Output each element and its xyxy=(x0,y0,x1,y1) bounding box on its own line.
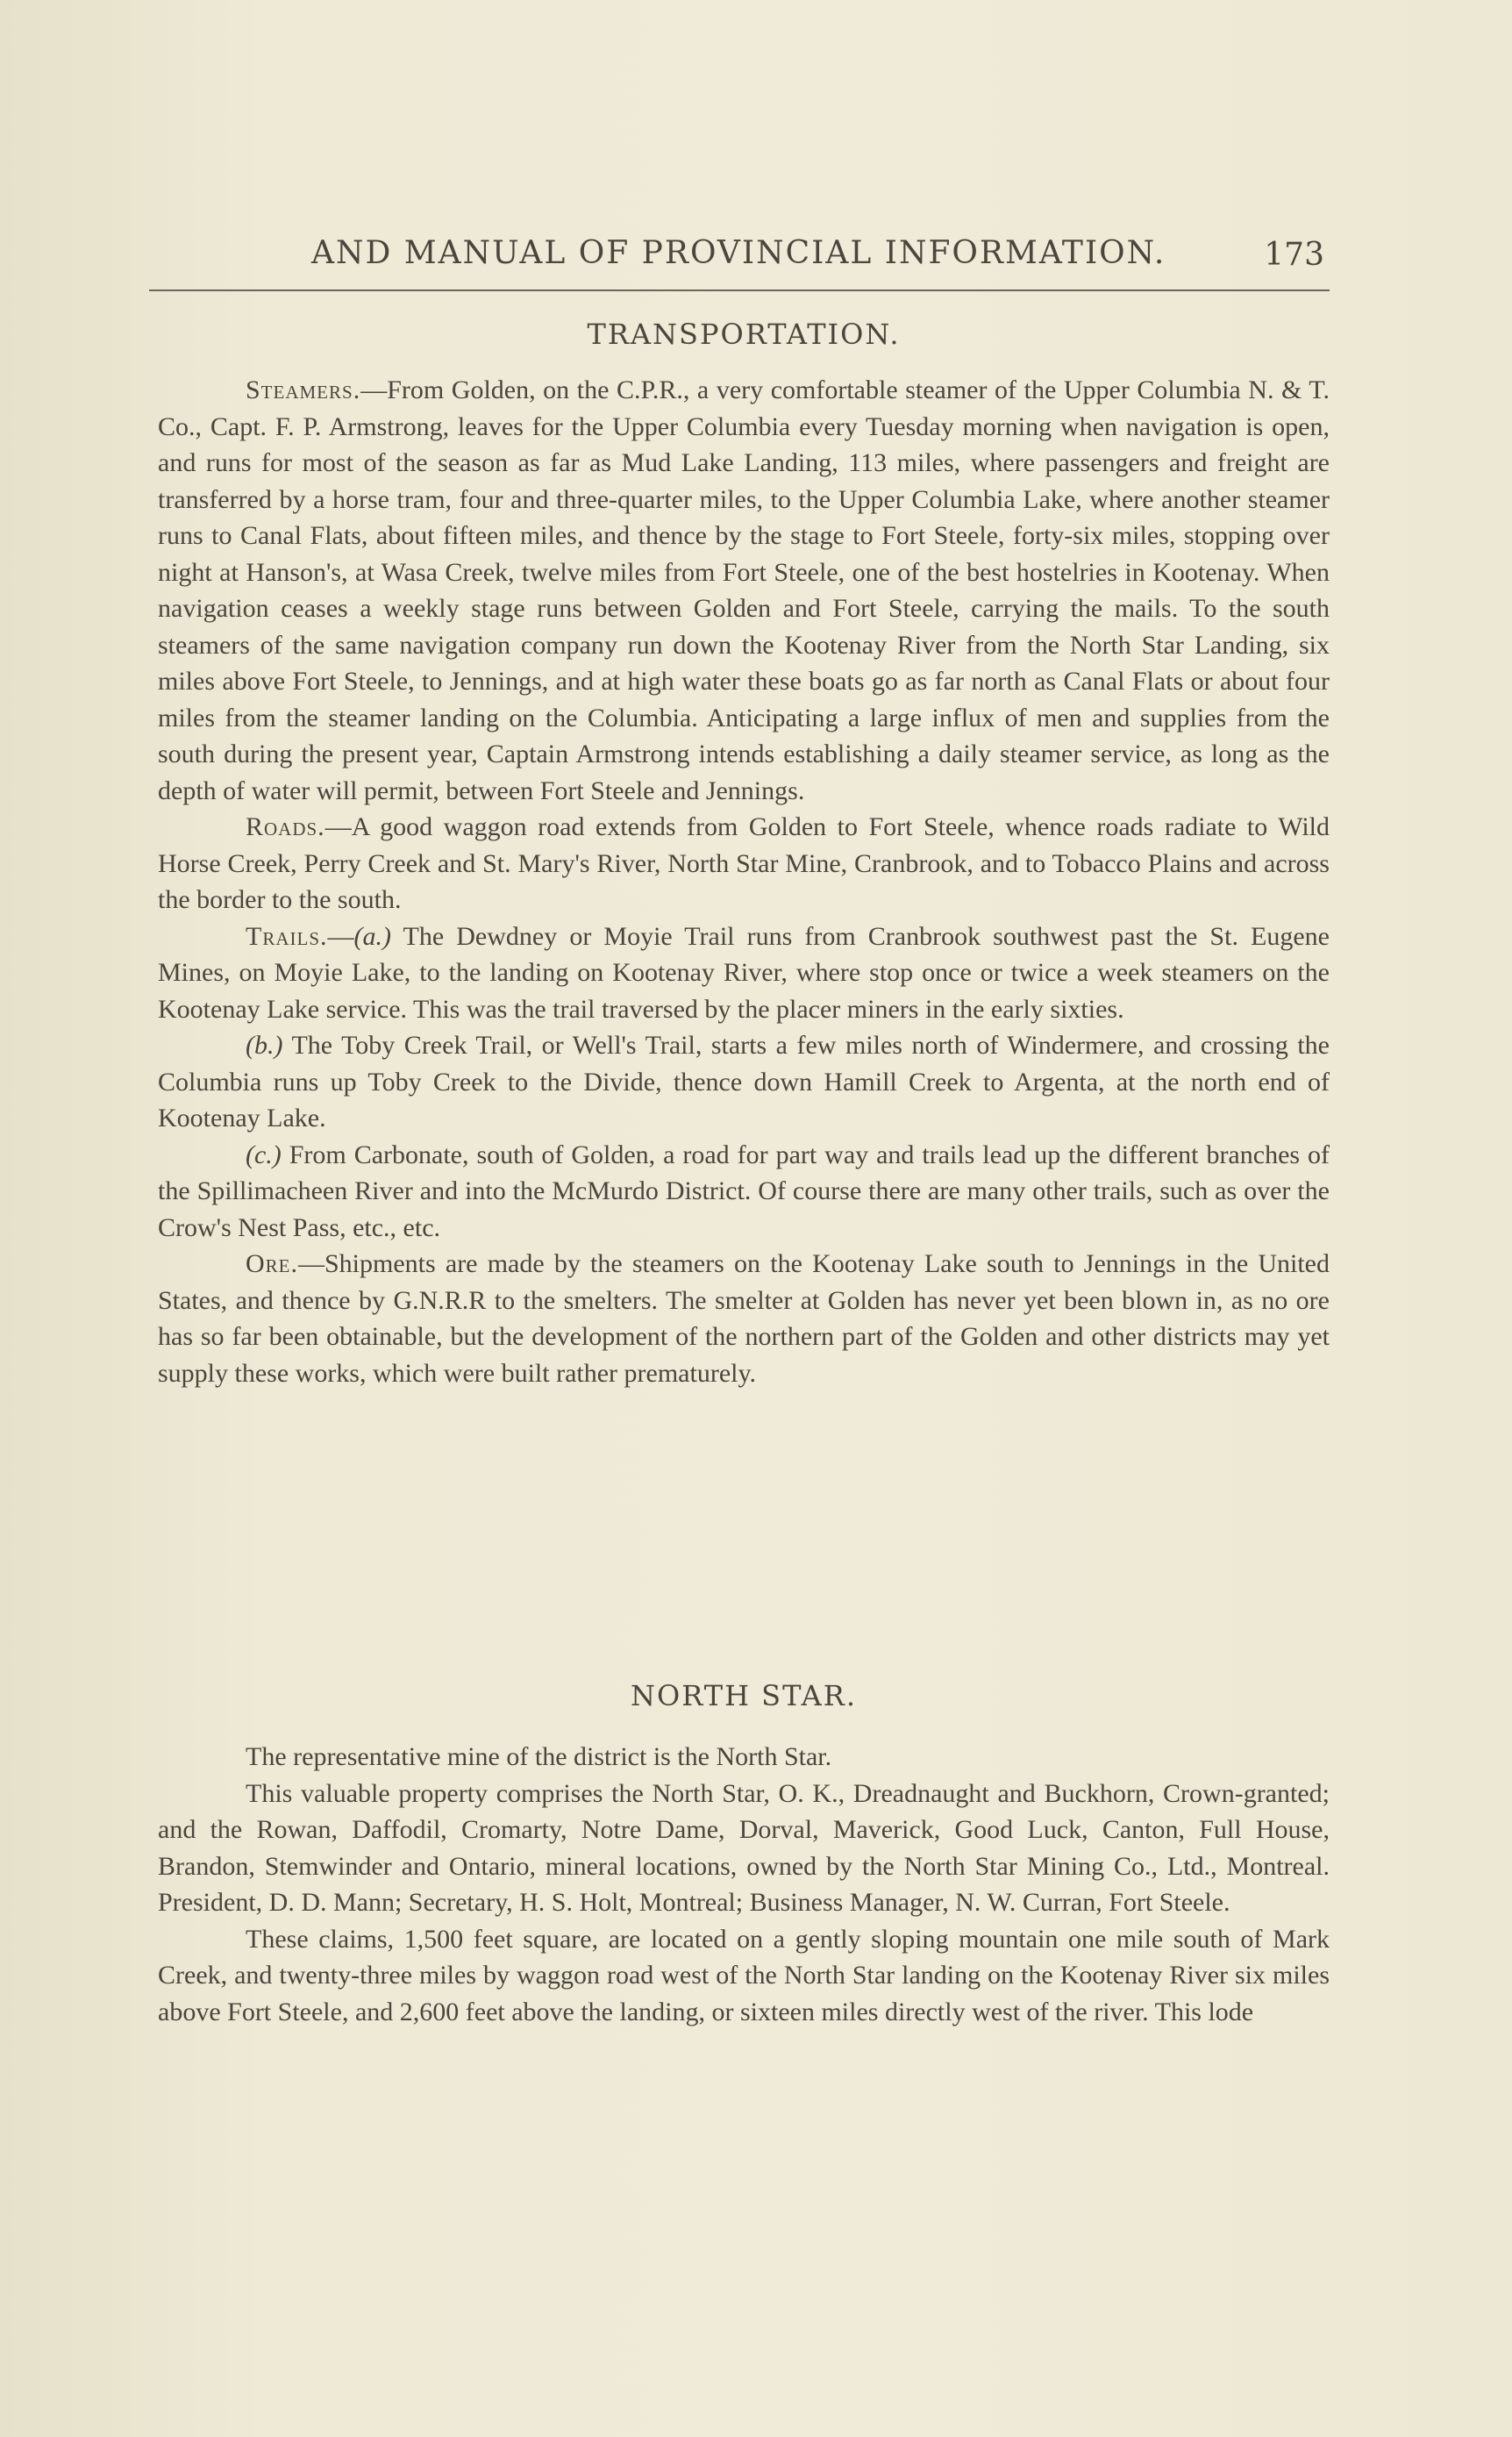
running-header xyxy=(149,235,1324,279)
paragraph-text: —From Golden, on the C.P.R., a very comfortable steamer of the Upper Columbia N. & T. Co., Capt. F. P. Armstrong, leaves for the Upper Columbia every Tuesday morning when navigation is open, and runs for most of the season as far as Mud Lake Landing, 113 miles, where passengers and freight are transferred by a horse tram, four and three-quarter miles, to the Upper Columbia Lake, where another steamer runs to Canal Flats, about fifteen miles, and thence by the stage to Fort Steele, forty-six miles, stopping over night at Hanson's, at Wasa Creek, twelve miles from Fort Steele, one of the best hostelries in Kootenay. When navigation ceases a weekly stage runs between Golden and Fort Steele, carrying the mails. To the south steamers of the same navigation company run down the Kootenay River from the North Star Landing, six miles above Fort Steele, to Jennings, and at high water these boats go as far north as Canal Flats or about four miles from the steamer landing on the Columbia. Anticipating a large influx of men and supplies from the south during the present year, Captain Armstrong intends establishing a daily steamer service, as long as the depth of water will permit, between Fort Steele and Jennings. xyxy=(158,375,1330,805)
run-in-heading-trails: Trails. xyxy=(246,921,328,951)
item-label-a: (a.) xyxy=(353,921,391,951)
running-title: AND MANUAL OF PROVINCIAL INFORMATION. xyxy=(311,235,1166,271)
section-body-transportation xyxy=(158,372,1330,1391)
paragraph-text: —Shipments are made by the steamers on the Kootenay Lake south to Jennings in the United States, and thence by G.N.R.R to the smelters. The smelter at Golden has never yet been blown in, as no ore has so far been obtainable, but the development of the northern part of the Golden and other districts may yet supply these works, which were built rather prematurely. xyxy=(158,1249,1330,1388)
paragraph-text: The Dewdney or Moyie Trail runs from Cranbrook southwest past the St. Eugene Mines, on Moyie Lake, to the landing on Kootenay River, where stop once or twice a week steamers on the Kootenay Lake service. This was the trail traversed by the placer miners in the early sixties. xyxy=(158,921,1330,1024)
run-in-heading-steamers: Steamers. xyxy=(246,375,361,404)
paragraph-north-star-claims: These claims, 1,500 feet square, are located on a gently sloping mountain one mile south of Mark Creek, and twenty-three miles by waggon road west of the North Star landing on the Kootenay River six miles above Fort Steele, and 2,600 feet above the landing, or sixteen miles directly west of the river. This lode xyxy=(158,1924,1330,2026)
run-in-heading-ore: Ore. xyxy=(246,1249,298,1278)
section-body-north-star xyxy=(158,1739,1330,2030)
run-in-heading-roads: Roads. xyxy=(246,812,325,841)
item-label-c: (c.) xyxy=(246,1140,282,1169)
paragraph-text: —A good waggon road extends from Golden to Fort Steele, whence roads radiate to Wild Horse Creek, Perry Creek and St. Mary's River, North Star Mine, Cranbrook, and to Tobacco Plains and across the border to the south. xyxy=(158,812,1330,914)
paragraph-text: The Toby Creek Trail, or Well's Trail, starts a few miles north of Windermere, and crossing the Columbia runs up Toby Creek to the Divide, thence down Hamill Creek to Argenta, at the north end of Kootenay Lake. xyxy=(158,1031,1330,1133)
paragraph-trails-b xyxy=(158,1027,1330,1137)
paragraph-trails-c xyxy=(158,1137,1330,1247)
dash: — xyxy=(327,921,354,951)
section-title-transportation: TRANSPORTATION. xyxy=(587,318,901,351)
paragraph-steamers xyxy=(158,372,1330,809)
paragraph-trails-a xyxy=(158,918,1330,1028)
paragraph-text: From Carbonate, south of Golden, a road for part way and trails lead up the different branches of the Spillimacheen River and into the McMurdo District. Of course there are many other trails, such as over the Crow's Nest Pass, etc., etc. xyxy=(158,1140,1330,1242)
paragraph-ore xyxy=(158,1246,1330,1391)
section-title-north-star: NORTH STAR. xyxy=(630,1679,858,1712)
page-number: 173 xyxy=(1264,237,1324,273)
paragraph-north-star-intro: The representative mine of the district is the North Star. xyxy=(246,1742,832,1771)
header-rule xyxy=(149,289,1330,291)
paragraph-north-star-property: This valuable property comprises the North Star, O. K., Dreadnaught and Buckhorn, Crown-granted; and the Rowan, Daffodil, Cromarty, Notre Dame, Dorval, Maverick, Good Luck, Canton, Full House, Brandon, Stemwinder and Ontario, mineral locations, owned by the North Star Mining Co., Ltd., Montreal. President, D. D. Mann; Secretary, H. S. Holt, Montreal; Business Manager, N. W. Curran, Fort Steele. xyxy=(158,1778,1330,1917)
paragraph-roads xyxy=(158,809,1330,918)
item-label-b: (b.) xyxy=(246,1031,283,1060)
